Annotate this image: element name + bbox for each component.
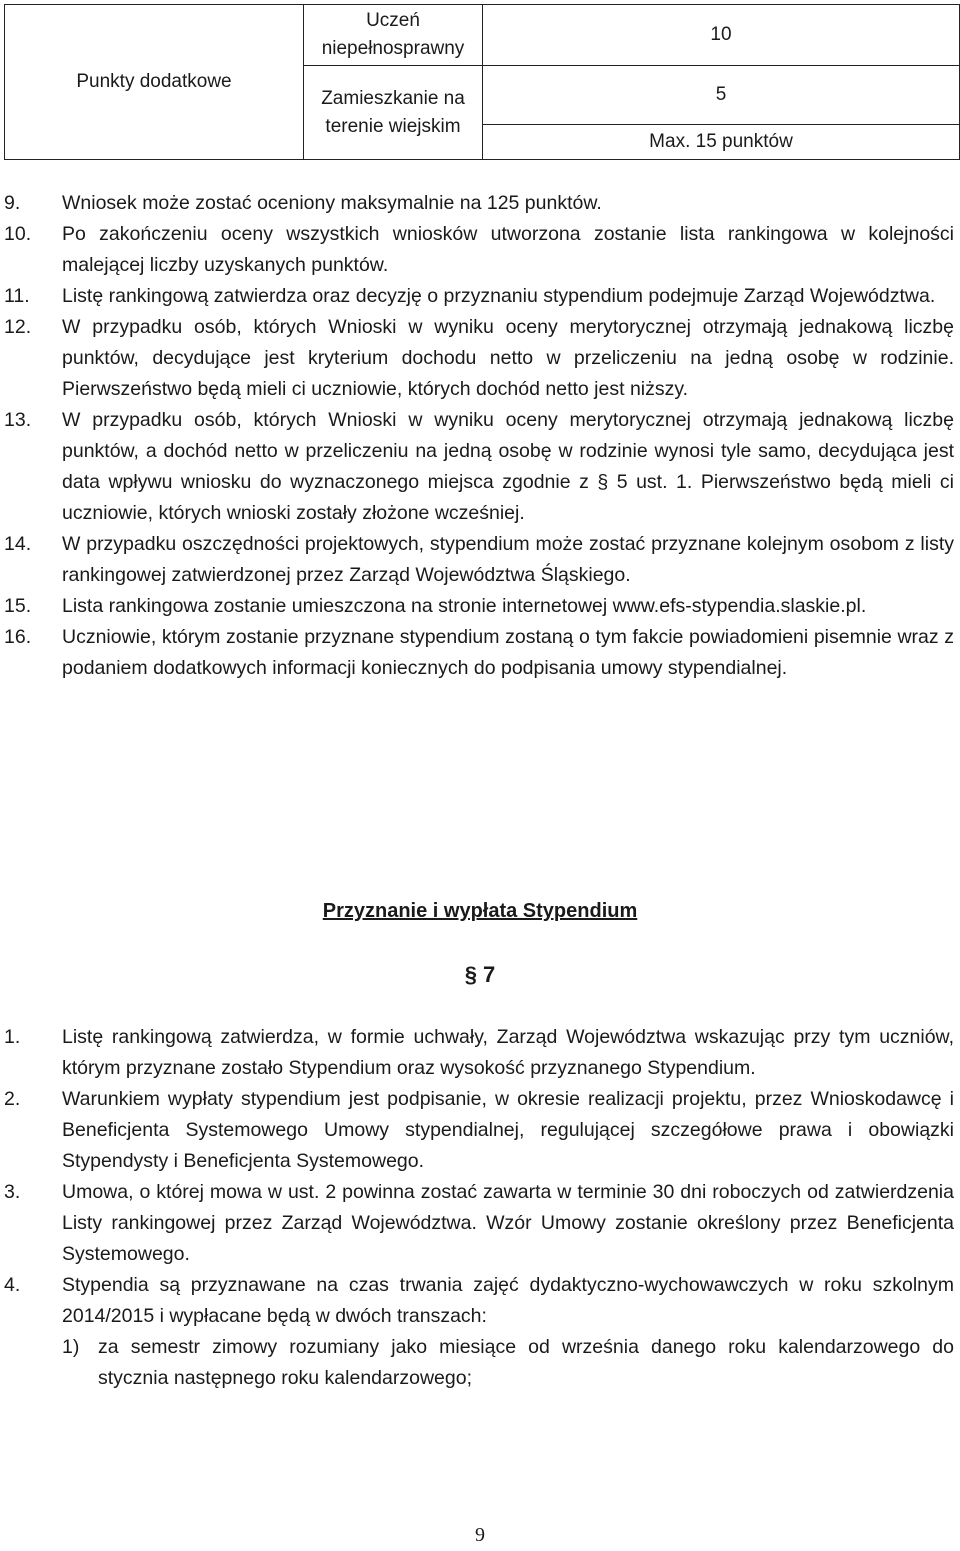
criterion-rural: Zamieszkanie na terenie wiejskim bbox=[321, 87, 465, 137]
list-item bbox=[0, 1084, 960, 1177]
list-item bbox=[0, 1022, 960, 1084]
list-item bbox=[0, 529, 960, 591]
max-points-cell bbox=[483, 125, 960, 160]
list-item bbox=[0, 591, 960, 622]
item-number: 1. bbox=[4, 1026, 21, 1048]
list-item bbox=[0, 281, 960, 312]
list-item bbox=[0, 1177, 960, 1270]
item-text: Stypendia są przyznawane na czas trwania zajęć dydaktyczno-wychowawczych w roku szkolnym 2014/2015 i wypłacane będą w dwóch transzach: bbox=[62, 1274, 954, 1327]
item-text: Uczniowie, którym zostanie przyznane stypendium zostaną o tym fakcie powiadomieni pisemnie wraz z podaniem dodatkowych informacji koniecznych do podpisania umowy stypendialnej. bbox=[62, 626, 954, 679]
item-text: Wniosek może zostać oceniony maksymalnie na 125 punktów. bbox=[62, 192, 602, 214]
item-text: W przypadku osób, których Wnioski w wyniku oceny merytorycznej otrzymają jednakową liczbę punktów, decydujące jest kryterium dochodu netto w przeliczeniu na jedną osobę w rodzinie. Pierwszeństwo będą mieli ci uczniowie, których dochód netto jest niższy. bbox=[62, 316, 954, 400]
item-text: Listę rankingową zatwierdza oraz decyzję o przyznaniu stypendium podejmuje Zarząd Województwa. bbox=[62, 285, 936, 307]
rules-list bbox=[0, 188, 960, 684]
points-value-cell bbox=[483, 5, 960, 66]
item-text: Listę rankingową zatwierdza, w formie uchwały, Zarząd Województwa wskazując przy tym uczniów, którym przyznane zostało Stypendium oraz wysokość przyznanego Stypendium. bbox=[62, 1026, 954, 1079]
section-title bbox=[0, 900, 960, 923]
item-text: Warunkiem wypłaty stypendium jest podpisanie, w okresie realizacji projektu, przez Wnioskodawcę i Beneficjenta Systemowego Umowy stypendialnej, regulującej szczegółowe prawa i obowiązki Stypendysty i Beneficjenta Systemowego. bbox=[62, 1088, 954, 1172]
criterion-cell bbox=[304, 5, 483, 66]
list-item bbox=[0, 188, 960, 219]
criterion-disabled: Uczeń niepełnosprawny bbox=[321, 10, 465, 59]
points-label: Punkty dodatkowe bbox=[76, 71, 232, 92]
list-item bbox=[0, 405, 960, 529]
section-paragraph: § 7 bbox=[464, 962, 496, 987]
item-number: 2. bbox=[4, 1088, 21, 1110]
item-number: 3. bbox=[4, 1181, 21, 1203]
list-item bbox=[0, 1270, 960, 1332]
criterion-cell bbox=[304, 66, 483, 160]
sub-item-number: 1) bbox=[62, 1336, 80, 1358]
item-number: 4. bbox=[4, 1274, 21, 1296]
payment-list bbox=[0, 1022, 960, 1394]
list-item bbox=[0, 312, 960, 405]
item-number: 12. bbox=[4, 316, 32, 338]
item-text: W przypadku osób, których Wnioski w wyniku oceny merytorycznej otrzymają jednakową liczbę punktów, a dochód netto w przeliczeniu na jedną osobę w rodzinie wynosi tyle samo, decydująca jest data wpływu wniosku do wyznaczonego miejsca zgodnie z § 5 ust. 1. Pierwszeństwo będą mieli ci uczniowie, których wnioski zostały złożone wcześniej. bbox=[62, 409, 954, 524]
points-rural: 5 bbox=[715, 84, 727, 105]
page-number: 9 bbox=[475, 1524, 485, 1546]
item-text: Po zakończeniu oceny wszystkich wniosków utworzona zostanie lista rankingowa w kolejności malejącej liczby uzyskanych punktów. bbox=[62, 223, 954, 276]
item-text: W przypadku oszczędności projektowych, stypendium może zostać przyznane kolejnym osobom z listy rankingowej zatwierdzonej przez Zarząd Województwa Śląskiego. bbox=[62, 533, 954, 586]
points-label-cell bbox=[5, 5, 304, 160]
list-item bbox=[0, 219, 960, 281]
item-number: 9. bbox=[4, 192, 21, 214]
item-number: 15. bbox=[4, 595, 32, 617]
points-disabled: 10 bbox=[710, 24, 732, 45]
points-value-cell bbox=[483, 66, 960, 125]
item-number: 11. bbox=[4, 285, 30, 307]
item-number: 13. bbox=[4, 409, 32, 431]
max-points: Max. 15 punktów bbox=[649, 131, 793, 152]
item-number: 16. bbox=[4, 626, 32, 648]
item-text: Umowa, o której mowa w ust. 2 powinna zostać zawarta w terminie 30 dni roboczych od zatwierdzenia Listy rankingowej przez Zarząd Województwa. Wzór Umowy zostanie określony przez Beneficjenta Systemowego. bbox=[62, 1181, 954, 1265]
sub-item-text: za semestr zimowy rozumiany jako miesiące od września danego roku kalendarzowego do stycznia następnego roku kalendarzowego; bbox=[98, 1336, 954, 1389]
list-item bbox=[0, 622, 960, 684]
item-number: 14. bbox=[4, 533, 32, 555]
points-table bbox=[4, 4, 960, 160]
item-text: Lista rankingowa zostanie umieszczona na stronie internetowej www.efs-stypendia.slaskie.pl. bbox=[62, 595, 867, 617]
item-number: 10. bbox=[4, 223, 32, 245]
sub-list-item bbox=[0, 1332, 960, 1394]
section-title-text: Przyznanie i wypłata Stypendium bbox=[322, 900, 638, 922]
